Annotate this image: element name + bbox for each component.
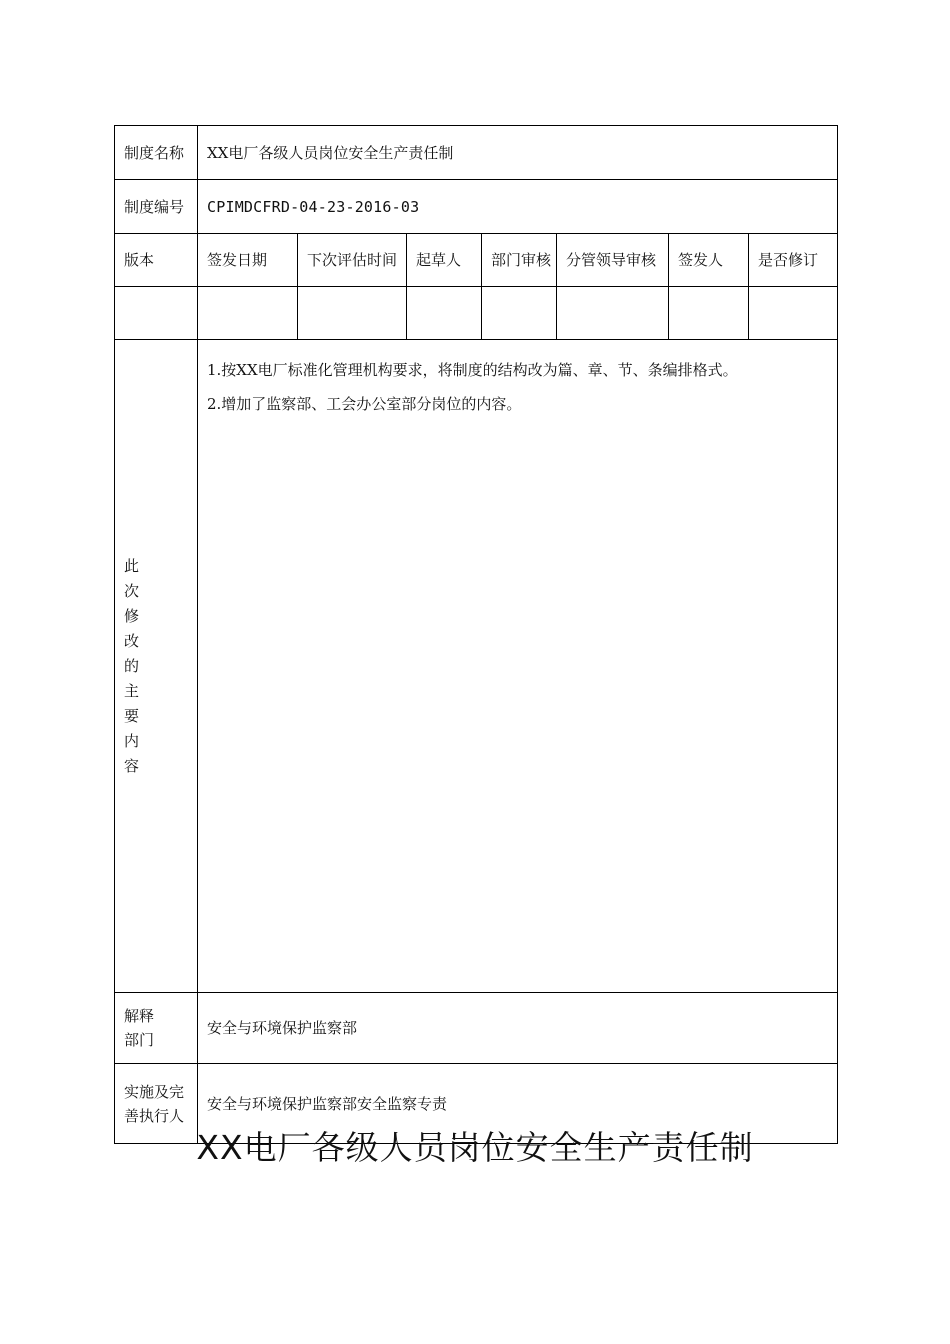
content-line-1: 1.按XX电厂标准化管理机构要求，将制度的结构改为篇、章、节、条编排格式。	[207, 361, 738, 379]
header-issue-date: 签发日期	[198, 234, 298, 287]
header-dept-review: 部门审核	[482, 234, 557, 287]
content-line-2: 2.增加了监察部、工会办公室部分岗位的内容。	[207, 395, 522, 413]
interp-dept-label	[115, 993, 198, 1064]
row-policy-code	[115, 180, 838, 234]
header-next-review: 下次评估时间	[298, 234, 407, 287]
policy-code-label: 制度编号	[115, 180, 198, 234]
row-interpreting-dept	[115, 993, 838, 1064]
row-version-values	[115, 287, 838, 340]
cell-drafter-value	[407, 287, 482, 340]
document-title: XX电厂各级人员岗位安全生产责任制	[196, 1128, 754, 1167]
cell-next-review-value	[298, 287, 407, 340]
executor-label-text: 实施及完善执行人	[124, 1082, 185, 1125]
revision-content-label: 此次修改的主要内容	[124, 556, 140, 775]
revision-content-label-cell	[115, 340, 198, 993]
interp-dept-label-text: 解释部门	[124, 1007, 155, 1049]
cell-leader-review-value	[557, 287, 669, 340]
header-drafter: 起草人	[407, 234, 482, 287]
cell-dept-review-value	[482, 287, 557, 340]
cell-revised-value	[749, 287, 838, 340]
row-policy-name	[115, 126, 838, 180]
executor-value: 安全与环境保护监察部安全监察专责	[198, 1064, 838, 1144]
policy-name-label: 制度名称	[115, 126, 198, 180]
row-revision-content	[115, 340, 838, 993]
row-version-header	[115, 234, 838, 287]
header-revised: 是否修订	[749, 234, 838, 287]
header-issuer: 签发人	[669, 234, 749, 287]
revision-content-value	[198, 340, 838, 993]
header-version: 版本	[115, 234, 198, 287]
cell-issue-date-value	[198, 287, 298, 340]
cell-issuer-value	[669, 287, 749, 340]
header-leader-review: 分管领导审核	[557, 234, 669, 287]
policy-code-value: CPIMDCFRD-04-23-2016-03	[198, 180, 838, 234]
document-info-table	[114, 125, 838, 1144]
policy-name-value: XX电厂各级人员岗位安全生产责任制	[198, 126, 838, 180]
interp-dept-value: 安全与环境保护监察部	[198, 993, 838, 1064]
cell-version-value	[115, 287, 198, 340]
